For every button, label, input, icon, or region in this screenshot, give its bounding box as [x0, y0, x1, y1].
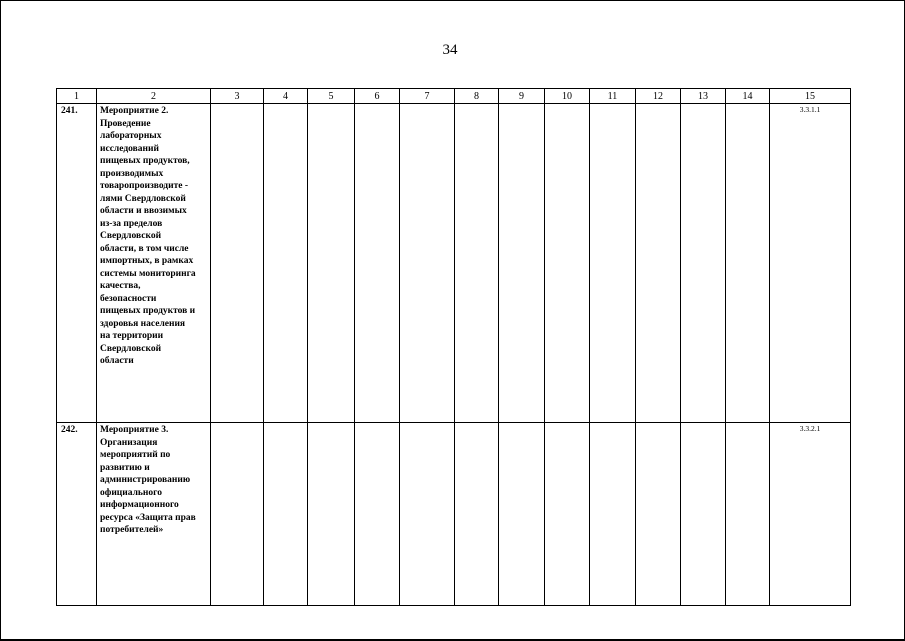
- empty-cell: [636, 104, 681, 423]
- empty-cell: [308, 104, 355, 423]
- column-header-7: 7: [400, 89, 455, 104]
- empty-cell: [455, 104, 499, 423]
- page-number: 34: [442, 42, 458, 58]
- empty-cell: [499, 104, 545, 423]
- empty-cell: [400, 423, 455, 606]
- empty-cell: [545, 104, 590, 423]
- empty-cell: [681, 423, 726, 606]
- column-header-5: 5: [308, 89, 355, 104]
- empty-cell: [211, 104, 264, 423]
- empty-cell: [308, 423, 355, 606]
- empty-cell: [590, 423, 636, 606]
- measures-table: [56, 88, 851, 606]
- column-header-12: 12: [636, 89, 681, 104]
- column-header-15: 15: [770, 89, 851, 104]
- row-number: 242.: [57, 423, 97, 606]
- column-header-14: 14: [726, 89, 770, 104]
- row-number: 241.: [57, 104, 97, 423]
- column-header-6: 6: [355, 89, 400, 104]
- row-description: Мероприятие 3. Организация мероприятий по развитию и администрированию официального информационного ресурса «Защита прав потребителей»: [97, 423, 211, 606]
- target-code: 3.3.2.1: [770, 423, 851, 606]
- header-row: [57, 89, 851, 104]
- empty-cell: [264, 423, 308, 606]
- column-header-8: 8: [455, 89, 499, 104]
- empty-cell: [355, 423, 400, 606]
- empty-cell: [400, 104, 455, 423]
- empty-cell: [545, 423, 590, 606]
- empty-cell: [355, 104, 400, 423]
- column-header-13: 13: [681, 89, 726, 104]
- column-header-9: 9: [499, 89, 545, 104]
- column-header-10: 10: [545, 89, 590, 104]
- table-row: [57, 423, 851, 606]
- column-header-3: 3: [211, 89, 264, 104]
- empty-cell: [726, 104, 770, 423]
- target-code: 3.3.1.1: [770, 104, 851, 423]
- column-header-11: 11: [590, 89, 636, 104]
- empty-cell: [499, 423, 545, 606]
- empty-cell: [636, 423, 681, 606]
- row-description: Мероприятие 2. Проведение лабораторных исследований пищевых продуктов, производимых товаропроизводите - лями Свердловской области и ввозимых из-за пределов Свердловской области, в том числе импортных, в рамках системы мониторинга качества, безопасности пищевых продуктов и здоровья населения на территории Свердловской области: [97, 104, 211, 423]
- column-header-4: 4: [264, 89, 308, 104]
- table-row: [57, 104, 851, 423]
- empty-cell: [681, 104, 726, 423]
- empty-cell: [455, 423, 499, 606]
- column-header-2: 2: [97, 89, 211, 104]
- empty-cell: [590, 104, 636, 423]
- column-header-1: 1: [57, 89, 97, 104]
- empty-cell: [211, 423, 264, 606]
- empty-cell: [726, 423, 770, 606]
- empty-cell: [264, 104, 308, 423]
